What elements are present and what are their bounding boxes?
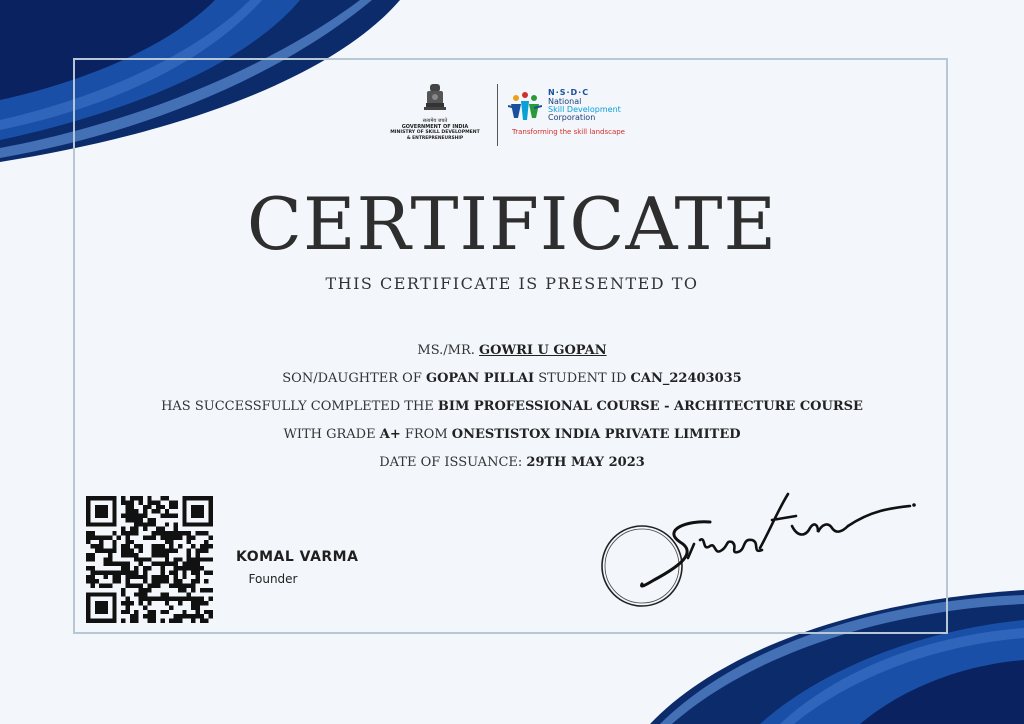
grade-prefix: WITH GRADE [283, 427, 376, 442]
course-line [0, 399, 1024, 414]
presented-to-text: THIS CERTIFICATE IS PRESENTED TO [325, 274, 699, 293]
date-line [0, 455, 1024, 470]
grade-value: A+ [379, 427, 401, 442]
organization-name: ONESTISTOX INDIA PRIVATE LIMITED [451, 427, 741, 442]
salutation: MS./MR. [417, 343, 475, 358]
national-emblem-icon [421, 82, 449, 118]
logo-strip [380, 82, 660, 148]
govt-line: GOVERNMENT OF INDIA [401, 124, 469, 130]
nsdc-people-icon [508, 90, 542, 124]
parent-line [0, 371, 1024, 386]
logo-divider [497, 84, 498, 146]
emblem-motto: सत्यमेव जयते [422, 118, 448, 124]
course-name: BIM PROFESSIONAL COURSE - ARCHITECTURE COURSE [437, 399, 863, 414]
date-label: DATE OF ISSUANCE: [379, 455, 523, 470]
from-label: FROM [404, 427, 448, 442]
student-id-label: STUDENT ID [538, 371, 627, 386]
nsdc-abbreviation: N·S·D·C [548, 88, 590, 97]
certificate-title: CERTIFICATE [246, 182, 778, 266]
founder-name: KOMAL VARMA [236, 549, 359, 565]
nsdc-tagline: Transforming the skill landscape [512, 128, 625, 136]
issue-date: 29TH MAY 2023 [526, 455, 645, 470]
parent-prefix: SON/DAUGHTER OF [282, 371, 422, 386]
nsdc-logo [508, 88, 658, 144]
nsdc-name-2: Skill Development [548, 105, 621, 114]
ministry-line-2: & ENTREPRENEURSHIP [406, 136, 464, 141]
completed-prefix: HAS SUCCESSFULLY COMPLETED THE [161, 399, 434, 414]
recipient-name: GOWRI U GOPAN [479, 343, 607, 358]
student-id: CAN_22403035 [630, 371, 742, 386]
nsdc-name-1: National [548, 97, 582, 106]
recipient-line [0, 343, 1024, 358]
nsdc-name-3: Corporation [548, 113, 596, 122]
government-of-india-logo [380, 82, 490, 142]
founder-title: Founder [248, 572, 298, 586]
parent-name: GOPAN PILLAI [426, 371, 535, 386]
ministry-line: MINISTRY OF SKILL DEVELOPMENT [390, 130, 480, 135]
qr-code-icon [86, 496, 213, 623]
grade-line [0, 427, 1024, 442]
handwritten-signature [592, 480, 922, 615]
